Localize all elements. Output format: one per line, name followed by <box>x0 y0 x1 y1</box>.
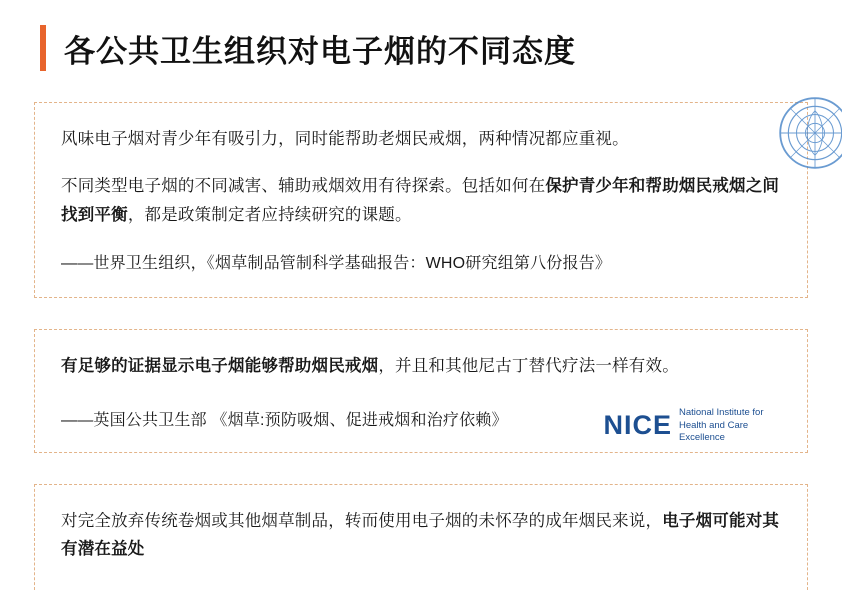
quote-block-who <box>34 102 808 298</box>
paragraph-segment-bold: 有足够的证据显示电子烟能够帮助烟民戒烟 <box>61 357 379 376</box>
nice-logo-subtitle: National Institute for Health and Care Excellence <box>679 407 764 443</box>
page-title <box>34 0 808 96</box>
quote-paragraph <box>61 352 781 380</box>
paragraph-segment-bold: 保护青少年和帮助烟民戒烟之间找到平衡 <box>61 177 780 224</box>
quote-block-phe <box>34 329 808 453</box>
quote-paragraph <box>61 507 781 564</box>
quote-source: ——英国公共卫生部 《烟草:预防吸烟、促进戒烟和治疗依赖》 <box>61 411 508 429</box>
paragraph-segment-bold: 电子烟可能对其有潜在益处 <box>61 511 780 559</box>
quote-paragraph <box>61 125 781 153</box>
quote-block-third <box>34 484 808 590</box>
quote-paragraph <box>61 172 781 229</box>
nice-logo-word: NICE <box>603 410 672 441</box>
paragraph-segment: 对完全放弃传统卷烟或其他烟草制品，转而使用电子烟的未怀孕的成年烟民来说， <box>61 511 663 530</box>
paragraph-segment: 不同类型电子烟的不同减害、辅助戒烟效用有待探索。包括如何在 <box>61 177 546 196</box>
title-text: 各公共卫生组织对电子烟的不同态度 <box>64 33 576 69</box>
nice-logo <box>603 407 789 443</box>
title-accent-bar <box>40 25 46 71</box>
paragraph-segment: ，都是政策制定者应持续研究的课题。 <box>127 205 412 224</box>
quote-source: ——世界卫生组织，《烟草制品管制科学基础报告：WHO研究组第八份报告》 <box>61 255 612 273</box>
paragraph-segment: ，并且和其他尼古丁替代疗法一样有效。 <box>378 357 679 376</box>
paragraph-segment: 风味电子烟对青少年有吸引力，同时能帮助老烟民戒烟，两种情况都应重视。 <box>61 130 629 148</box>
